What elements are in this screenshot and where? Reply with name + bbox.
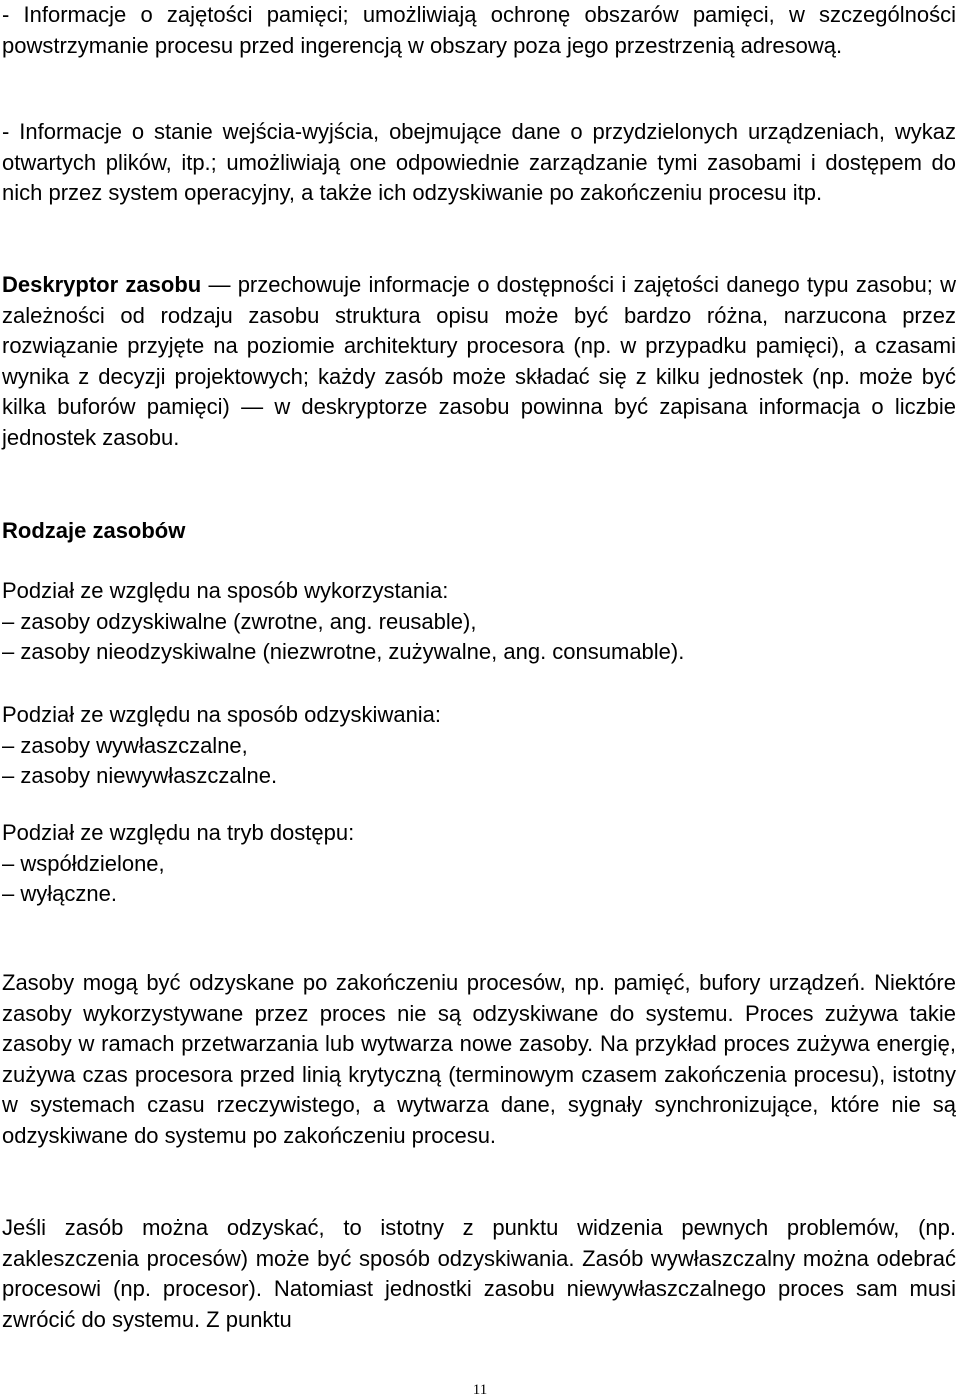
paragraph-recoverable-resources: Zasoby mogą być odzyskane po zakończeniu procesów, np. pamięć, bufory urządzeń. Niektóre zasoby wykorzystywane przez proces nie są odzyskiwane do systemu. Proces zużywa takie zasoby w ramach przetwarzania lub wytwarza nowe zasoby. Na przykład proces zużywa energię, zużywa czas procesora przed linią krytyczną (terminowym czasem zakończenia procesu), istotny w systemach czasu rzeczywistego, a wytwarza dane, sygnały synchronizujące, które nie są odzyskiwane do systemu po zakończeniu procesu. xyxy=(2,970,956,1148)
paragraph-io-info: - Informacje o stanie wejścia-wyjścia, obejmujące dane o przydzielonych urządzeniach, wykaz otwartych plików, itp.; umożliwiają one odpowiednie zarządzanie tymi zasobami i dostępem do nich przez system operacyjny, a także ich odzyskiwanie po zakończeniu procesu itp. xyxy=(2,119,956,205)
paragraph-resource-descriptor xyxy=(2,270,956,453)
classification-recovery-heading: Podział ze względu na sposób odzyskiwania: xyxy=(2,702,442,727)
paragraph-memory-info: - Informacje o zajętości pamięci; umożliwiają ochronę obszarów pamięci, w szczególności powstrzymanie procesu przed ingerencją w obszary poza jego przestrzenią adresową. xyxy=(2,2,956,58)
list-item: – wyłączne. xyxy=(2,881,117,906)
list-item: – zasoby odzyskiwalne (zwrotne, ang. reusable), xyxy=(2,608,477,634)
classification-usage xyxy=(2,576,956,668)
classification-access xyxy=(2,818,956,910)
classification-recovery xyxy=(2,700,956,792)
list-item: – zasoby nieodzyskiwalne (niezwrotne, zużywalne, ang. consumable). xyxy=(2,639,685,664)
list-item: – zasoby wywłaszczalne, xyxy=(2,732,248,758)
classification-usage-heading: Podział ze względu na sposób wykorzystania: xyxy=(2,578,449,603)
paragraph-preemptive-resources: Jeśli zasób można odzyskać, to istotny z punktu widzenia pewnych problemów, (np. zakleszczenia procesów) może być sposób odzyskiwania. Zasób wywłaszczalny można odebrać procesowi (np. procesor). Natomiast jednostki zasobu niewywłaszczalnego proces sam musi zwrócić do systemu. Z punktu xyxy=(2,1215,956,1332)
list-item: – zasoby niewywłaszczalne. xyxy=(2,763,278,788)
descriptor-body: — przechowuje informacje o dostępności i zajętości danego typu zasobu; w zależności od rodzaju zasobu struktura opisu może być bardzo różna, narzucona przez rozwiązanie przyjęte na poziomie architektury procesora (np. w przypadku pamięci), a czasami wynika z decyzji projektowych; każdy zasób może składać się z kilku jednostek (np. może być kilka buforów pamięci) — w deskryptorze zasobu powinna być zapisana informacja o liczbie jednostek zasobu. xyxy=(2,272,957,450)
classification-access-heading: Podział ze względu na tryb dostępu: xyxy=(2,820,355,845)
list-item: – współdzielone, xyxy=(2,850,165,876)
descriptor-term: Deskryptor zasobu xyxy=(2,272,202,297)
page-number: 11 xyxy=(472,1382,488,1398)
section-heading-resource-types: Rodzaje zasobów xyxy=(2,518,186,543)
